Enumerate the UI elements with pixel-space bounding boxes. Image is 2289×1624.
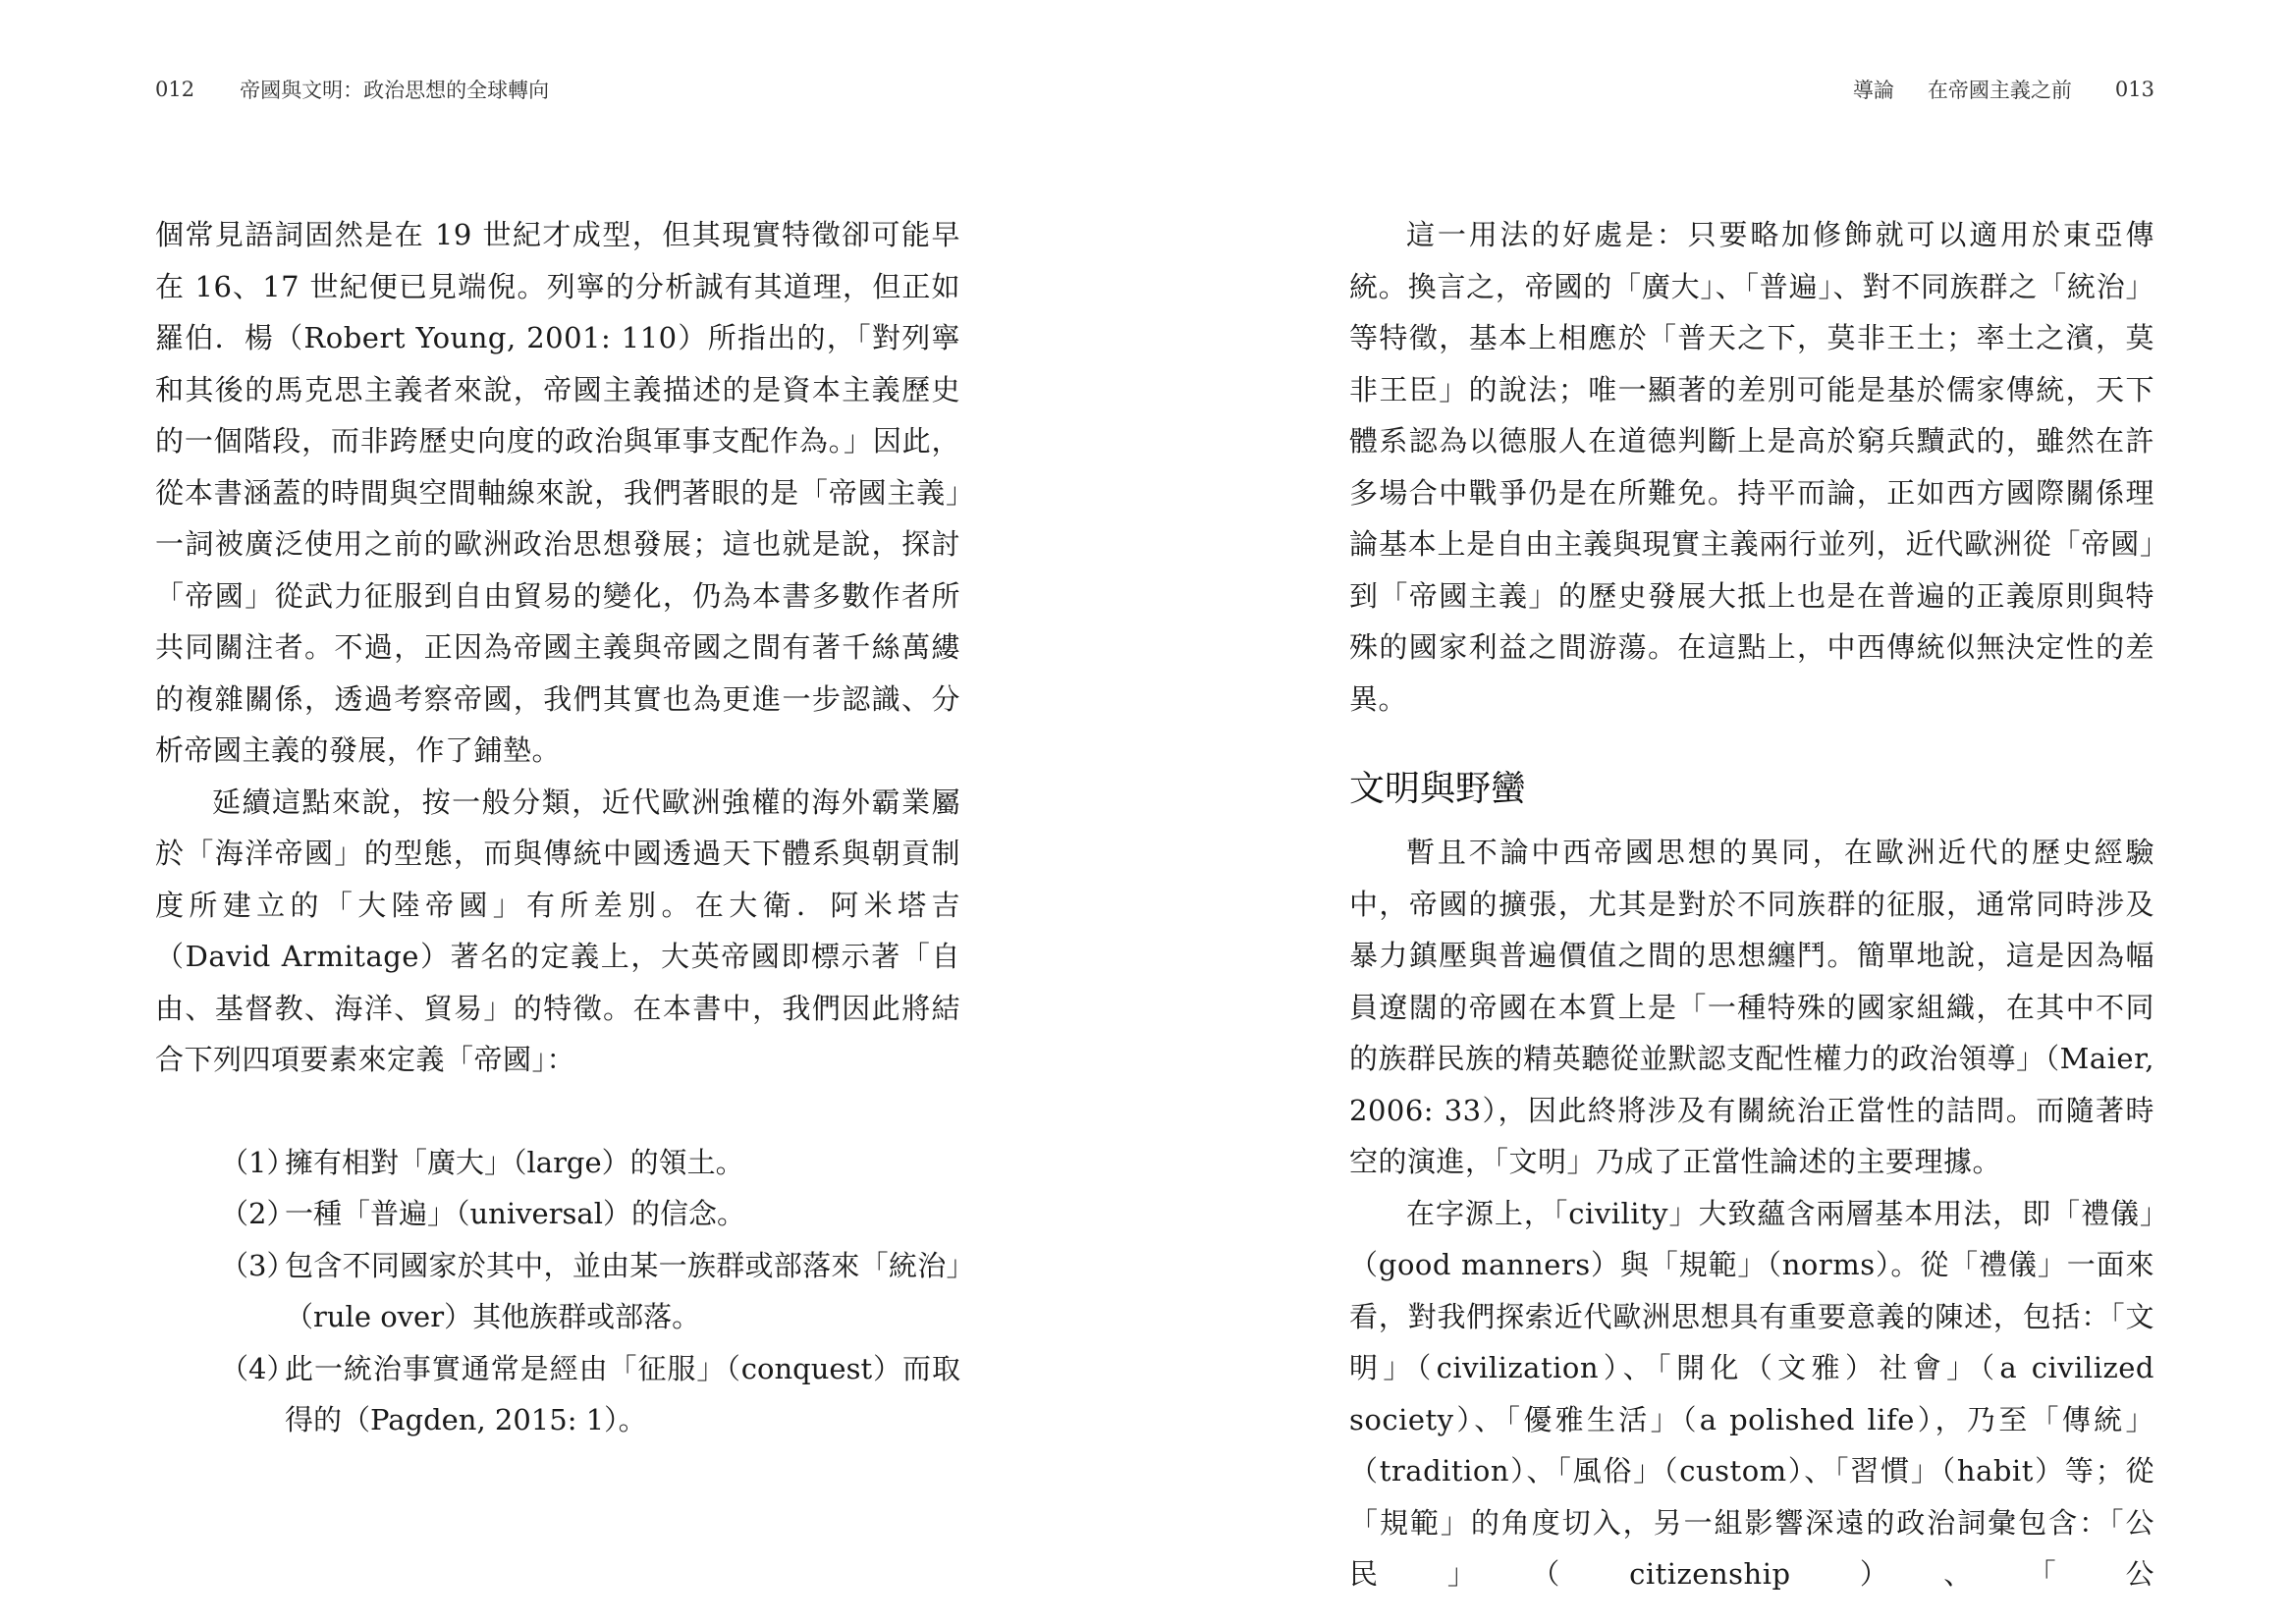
right-page-number: 013 [2114,78,2154,101]
right-running-head [1349,73,2154,106]
section-heading: 文明與野蠻 [1349,769,1527,809]
right-paragraph-2: 暫且不論中西帝國思想的異同，在歐洲近代的歷史經驗中，帝國的擴張，尤其是對於不同族群的征服，通常同時涉及暴力鎮壓與普遍價值之間的思想纏鬥。簡單地說，這是因為幅員遼闊的帝國在本質上是「一種特殊的國家組織，在其中不同的族群民族的精英聽從並默認支配性權力的政治領導」（Maier, 2006: 33），因此終將涉及有關統治正當性的詰問。而隨著時空的演進，「文明」乃成了正當性論述的主要理據。 [1349,836,2154,1178]
list-item [220,1137,960,1189]
list-item-text: 此一統治事實通常是經由「征服」（conquest）而取得的（Pagden, 2015: 1）。 [285,1351,960,1436]
list-item-text: 擁有相對「廣大」（large）的領土。 [285,1145,744,1179]
list-item [220,1343,960,1446]
left-page-body [155,209,960,1446]
list-item [220,1240,960,1343]
definition-list [220,1137,960,1446]
left-page [155,0,960,1624]
list-item-number: （2） [220,1197,296,1230]
right-paragraph-3: 在字源上，「civility」大致蘊含兩層基本用法，即「禮儀」（good manners）與「規範」（norms）。從「禮儀」一面來看，對我們探索近代歐洲思想具有重要意義的陳述，包括：「文明」（civilization）、「開化（文雅）社會」（a civilized society）、「優雅生活」（a polished life），乃至「傳統」（tradition）、「風俗」（custom）、「習慣」（habit）等；從「規範」的角度切入，另一組影響深遠的政治詞彙包含：「公民」（citizenship）、「公 [1349,1196,2154,1591]
left-paragraph-2: 延續這點來說，按一般分類，近代歐洲強權的海外霸業屬於「海洋帝國」的型態，而與傳統中國透過天下體系與朝貢制度所建立的「大陸帝國」有所差別。在大衛．阿米塔吉（David Armitage）著名的定義上，大英帝國即標示著「自由、基督教、海洋、貿易」的特徵。在本書中，我們因此將結合下列四項要素來定義「帝國」： [155,785,960,1076]
right-page-body [1349,209,2154,1600]
list-item-number: （4） [220,1351,296,1385]
book-title: 帝國與文明：政治思想的全球轉向 [240,79,550,102]
list-item-text: 一種「普遍」（universal）的信念。 [285,1197,745,1230]
list-item-number: （1） [220,1145,296,1179]
chapter-title: 在帝國主義之前 [1927,79,2072,102]
chapter-label: 導論 [1852,79,1894,102]
list-item [220,1188,960,1240]
left-page-number: 012 [155,78,195,101]
list-item-text: 包含不同國家於其中，並由某一族群或部落來「統治」（rule over）其他族群或部落。 [285,1248,960,1333]
list-item-number: （3） [220,1248,296,1282]
right-page [1349,0,2154,1624]
right-paragraph-1: 這一用法的好處是：只要略加修飾就可以適用於東亞傳統。換言之，帝國的「廣大」、「普遍」、對不同族群之「統治」等特徵，基本上相應於「普天之下，莫非王土；率土之濱，莫非王臣」的說法；唯一顯著的差別可能是基於儒家傳統，天下體系認為以德服人在道德判斷上是高於窮兵黷武的，雖然在許多場合中戰爭仍是在所難免。持平而論，正如西方國際關係理論基本上是自由主義與現實主義兩行並列，近代歐洲從「帝國」到「帝國主義」的歷史發展大抵上也是在普遍的正義原則與特殊的國家利益之間游蕩。在這點上，中西傳統似無決定性的差異。 [1349,218,2154,716]
left-paragraph-1: 個常見語詞固然是在 19 世紀才成型，但其現實特徵卻可能早在 16、17 世紀便已見端倪。列寧的分析誠有其道理，但正如羅伯．楊（Robert Young, 2001: 110）所指出的，「對列寧和其後的馬克思主義者來說，帝國主義描述的是資本主義歷史的一個階段，而非跨歷史向度的政治與軍事支配作為。」因此，從本書涵蓋的時間與空間軸線來說，我們著眼的是「帝國主義」一詞被廣泛使用之前的歐洲政治思想發展；這也就是說，探討「帝國」從武力征服到自由貿易的變化，仍為本書多數作者所共同關注者。不過，正因為帝國主義與帝國之間有著千絲萬縷的複雜關係，透過考察帝國，我們其實也為更進一步認識、分析帝國主義的發展，作了鋪墊。 [155,218,960,767]
left-running-head [155,73,960,106]
